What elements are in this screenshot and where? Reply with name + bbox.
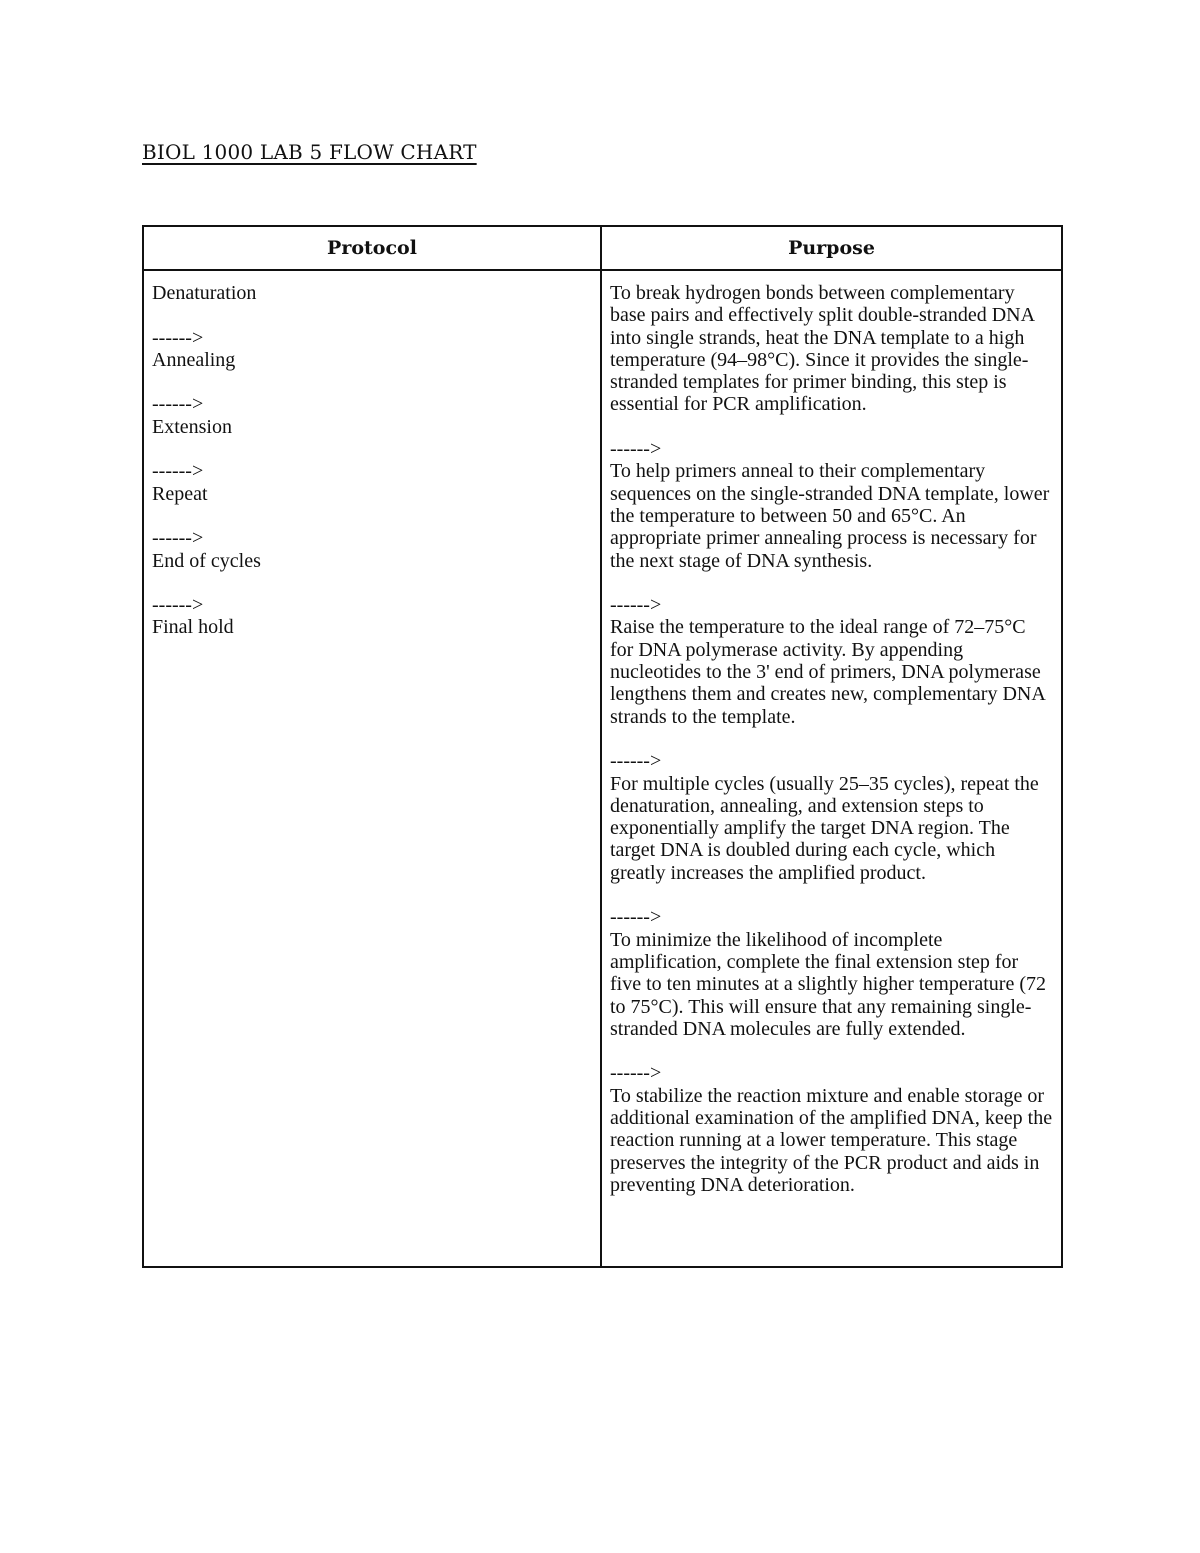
purpose-step-repeat [610,750,1053,884]
flow-chart-table [142,225,1063,1268]
protocol-step-name: Extension [152,415,232,438]
protocol-step-name: Repeat [152,482,208,505]
flow-arrow: ------> [152,460,204,483]
protocol-cell [143,270,601,1267]
protocol-step-name: Annealing [152,348,236,371]
flow-arrow: ------> [152,594,204,617]
purpose-step-final-hold [610,1062,1053,1196]
protocol-step-extension [152,393,592,438]
flow-arrow: ------> [610,906,662,929]
purpose-text: For multiple cycles (usually 25–35 cycles), repeat the denaturation, annealing, and extension steps to exponentially amplify the target DNA region. The target DNA is doubled during each cycle, which greatly increases the amplified product. [610,772,1039,884]
protocol-step-name: End of cycles [152,549,261,572]
protocol-step-end-of-cycles [152,527,592,572]
protocol-step-annealing [152,327,592,372]
protocol-step-repeat [152,460,592,505]
purpose-text: Raise the temperature to the ideal range of 72–75°C for DNA polymerase activity. By appending nucleotides to the 3' end of primers, DNA polymerase lengthens them and creates new, complementary DNA strands to the template. [610,616,1045,728]
purpose-step-extension [610,594,1053,728]
flow-arrow: ------> [610,594,662,617]
purpose-step-annealing [610,438,1053,572]
protocol-step-name: Final hold [152,616,234,639]
purpose-step-end-of-cycles [610,906,1053,1040]
flow-arrow: ------> [152,393,204,416]
page-title: BIOL 1000 LAB 5 FLOW CHART [142,140,477,164]
table-row [143,270,1062,1267]
protocol-step-final-hold [152,594,592,639]
purpose-column-header: Purpose [601,226,1062,270]
purpose-text: To help primers anneal to their complementary sequences on the single-stranded DNA template, lower the temperature to between 50 and 65°C. An appropriate primer annealing process is necessary for the next stage of DNA synthesis. [610,460,1050,572]
flow-arrow: ------> [152,527,204,550]
table-header-row [143,226,1062,270]
flow-arrow: ------> [610,438,662,461]
flow-arrow: ------> [610,1062,662,1085]
protocol-column-header: Protocol [143,226,601,270]
purpose-cell [601,270,1062,1267]
protocol-step-denaturation [152,282,592,304]
purpose-text: To minimize the likelihood of incomplete amplification, complete the final extension step for five to ten minutes at a slightly higher temperature (72 to 75°C). This will ensure that any remaining single-stranded DNA molecules are fully extended. [610,928,1046,1040]
protocol-step-name: Denaturation [152,282,257,304]
flow-arrow: ------> [610,750,662,773]
purpose-step-denaturation [610,282,1053,416]
flow-arrow: ------> [152,326,204,349]
purpose-text: To break hydrogen bonds between complementary base pairs and effectively split double-stranded DNA into single strands, heat the DNA template to a high temperature (94–98°C). Since it provides the single-stranded templates for primer binding, this step is essential for PCR amplification. [610,282,1034,416]
purpose-text: To stabilize the reaction mixture and enable storage or additional examination of the amplified DNA, keep the reaction running at a lower temperature. This stage preserves the integrity of the PCR product and aids in preventing DNA deterioration. [610,1084,1053,1196]
